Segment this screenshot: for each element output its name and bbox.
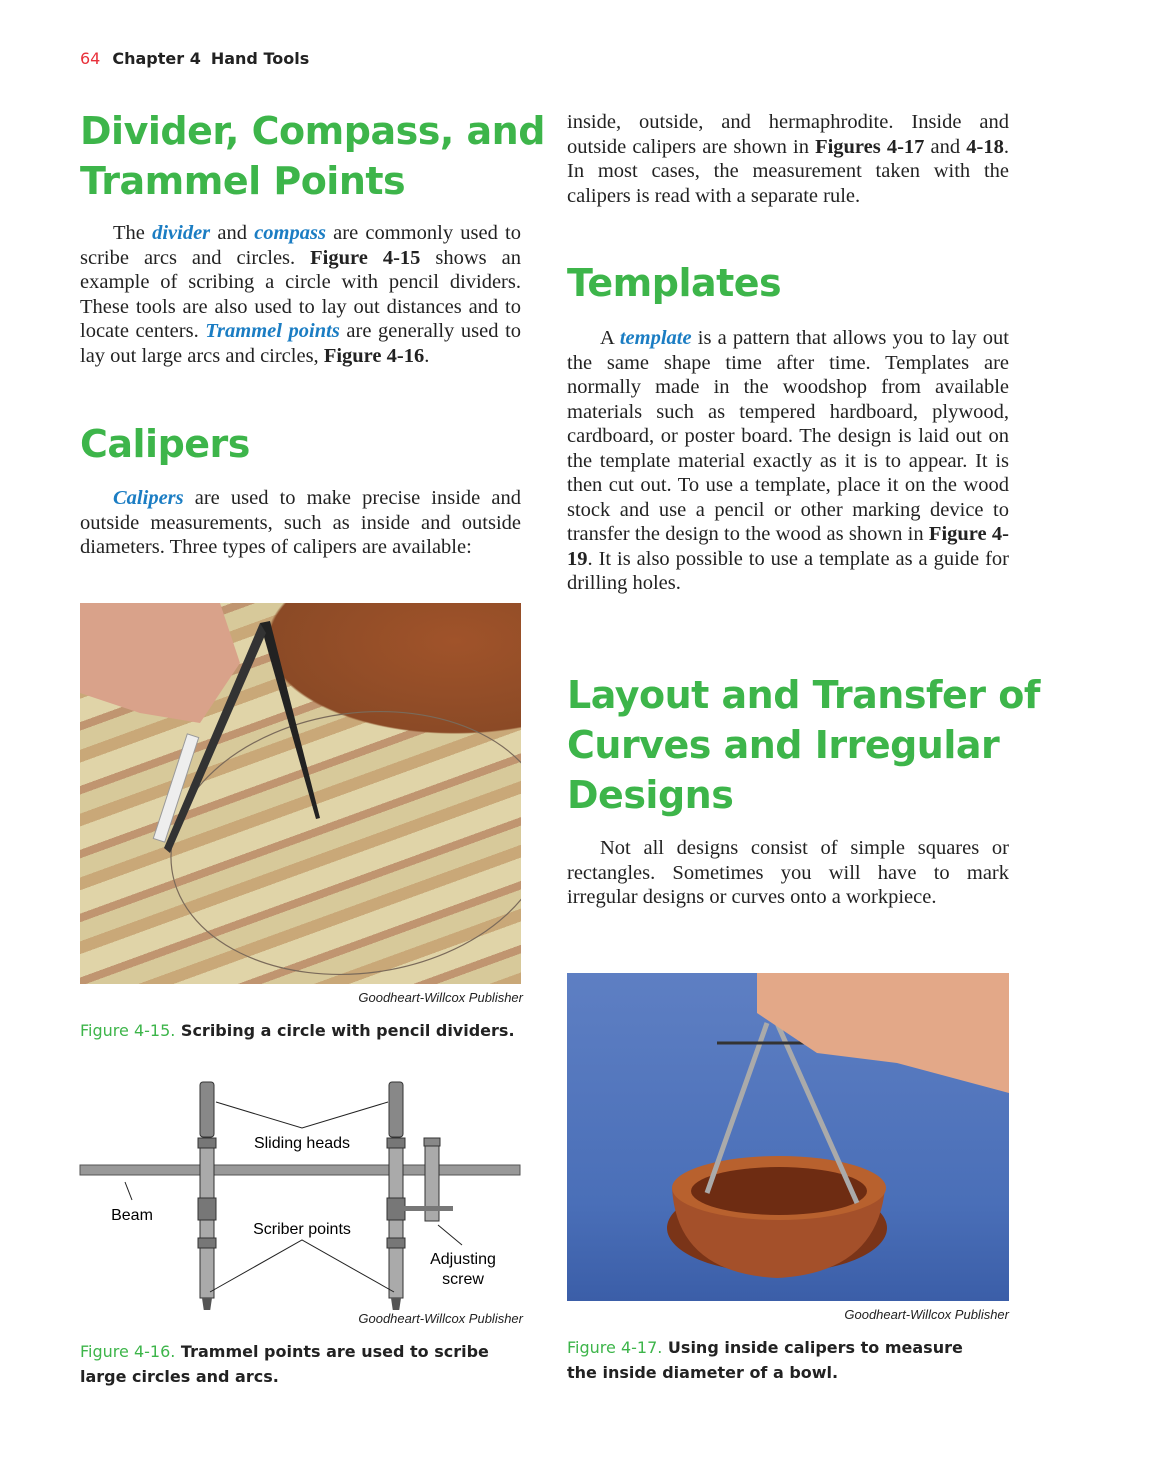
figure-4-17-photo <box>567 973 1009 1301</box>
text: shows an example of scribing a circle with pencil dividers. These tools are also used to lay out distances and to locate centers. <box>80 246 521 342</box>
text: . In most cases, the measurement taken with the calipers is read with a separate rule. <box>567 135 1009 207</box>
page-number: 64 <box>80 49 101 68</box>
paragraph-templates <box>567 326 1009 596</box>
label-adjusting: Adjusting <box>430 1251 496 1268</box>
text: . <box>424 344 430 367</box>
heading-line: Divider, Compass, and <box>80 109 545 153</box>
figure-credit: Goodheart-Willcox Publisher <box>358 1311 523 1326</box>
figure-4-15-photo <box>80 603 521 984</box>
term-compass: compass <box>254 222 326 244</box>
heading-templates: Templates <box>567 261 782 305</box>
heading-line: Trammel Points <box>80 159 406 203</box>
figure-ref: 4-18 <box>966 135 1004 158</box>
text: is a pattern that allows you to lay out the same shape time after time. Templates are normally made in the woodshop from available materials such as tempered hardboard, plywood, cardboard, or poster board. The design is laid out on the template material exactly as it is to appear. It is then cut out. To use a template, place it on the wood stock and use a pencil or other marking device to transfer the design to the wood as shown in <box>567 327 1009 545</box>
figure-4-16-caption <box>80 1339 500 1389</box>
text: The <box>113 222 153 244</box>
figure-4-17-caption <box>567 1335 997 1385</box>
text: and <box>210 222 255 244</box>
term-divider: divider <box>152 222 211 244</box>
caption-text: Scribing a circle with pencil dividers. <box>180 1021 515 1040</box>
figure-ref: Figure 4-19 <box>567 523 1009 570</box>
text: A <box>600 327 620 349</box>
sliding-head-left <box>198 1082 216 1310</box>
figure-credit: Goodheart-Willcox Publisher <box>358 990 523 1005</box>
label-scriber-points: Scriber points <box>253 1221 351 1238</box>
calipers-bowl-illustration <box>567 973 1009 1301</box>
term-calipers: Calipers <box>113 487 184 509</box>
term-trammel-points: Trammel points <box>205 320 340 342</box>
text: are commonly used to scribe arcs and circles. <box>80 222 522 269</box>
caption-text: Trammel points are used to scribe large circles and arcs. <box>80 1342 489 1386</box>
figure-number: Figure 4-15. <box>80 1021 176 1040</box>
text: are used to make precise inside and outside measurements, such as inside and outside diameters. Three types of calipers are available: <box>80 487 521 558</box>
text: inside, outside, and hermaphrodite. Inside and outside calipers are shown in <box>567 111 1009 158</box>
chapter-label: Chapter 4 <box>112 49 201 68</box>
figure-number: Figure 4-17. <box>567 1338 663 1357</box>
figure-ref: Figures 4-17 <box>815 135 925 158</box>
dividers-illustration <box>80 603 521 984</box>
heading-line: Curves and Irregular <box>567 723 1000 767</box>
label-screw: screw <box>442 1271 484 1288</box>
paragraph-calipers <box>80 486 521 560</box>
figure-ref: Figure 4-15 <box>310 246 421 269</box>
paragraph-layout: Not all designs consist of simple squares or rectangles. Sometimes you will have to mark irregular designs or curves onto a workpiece. <box>567 837 1009 908</box>
figure-4-15-caption <box>80 1018 521 1043</box>
figure-credit: Goodheart-Willcox Publisher <box>844 1307 1009 1322</box>
running-header <box>80 49 309 68</box>
figure-ref: Figure 4-16 <box>323 344 425 367</box>
heading-calipers: Calipers <box>80 422 250 466</box>
heading-line: Designs <box>567 773 734 817</box>
label-beam: Beam <box>111 1207 153 1224</box>
figure-4-16-diagram <box>70 1070 530 1310</box>
heading-line: Layout and Transfer of <box>567 673 1040 717</box>
heading-layout-transfer <box>567 670 1040 820</box>
term-template: template <box>619 327 692 349</box>
heading-divider-compass <box>80 106 545 206</box>
figure-number: Figure 4-16. <box>80 1342 176 1361</box>
text: . It is also possible to use a template as a guide for drilling holes. <box>567 547 1009 594</box>
text: and <box>924 135 967 158</box>
caption-text: Using inside calipers to measure the inside diameter of a bowl. <box>567 1338 963 1382</box>
label-sliding-heads: Sliding heads <box>253 1135 351 1152</box>
text: are generally used to lay out large arcs and circles, <box>80 320 522 367</box>
chapter-title: Hand Tools <box>210 49 310 68</box>
paragraph-divider <box>80 221 521 368</box>
paragraph-calipers-continued <box>567 110 1009 208</box>
